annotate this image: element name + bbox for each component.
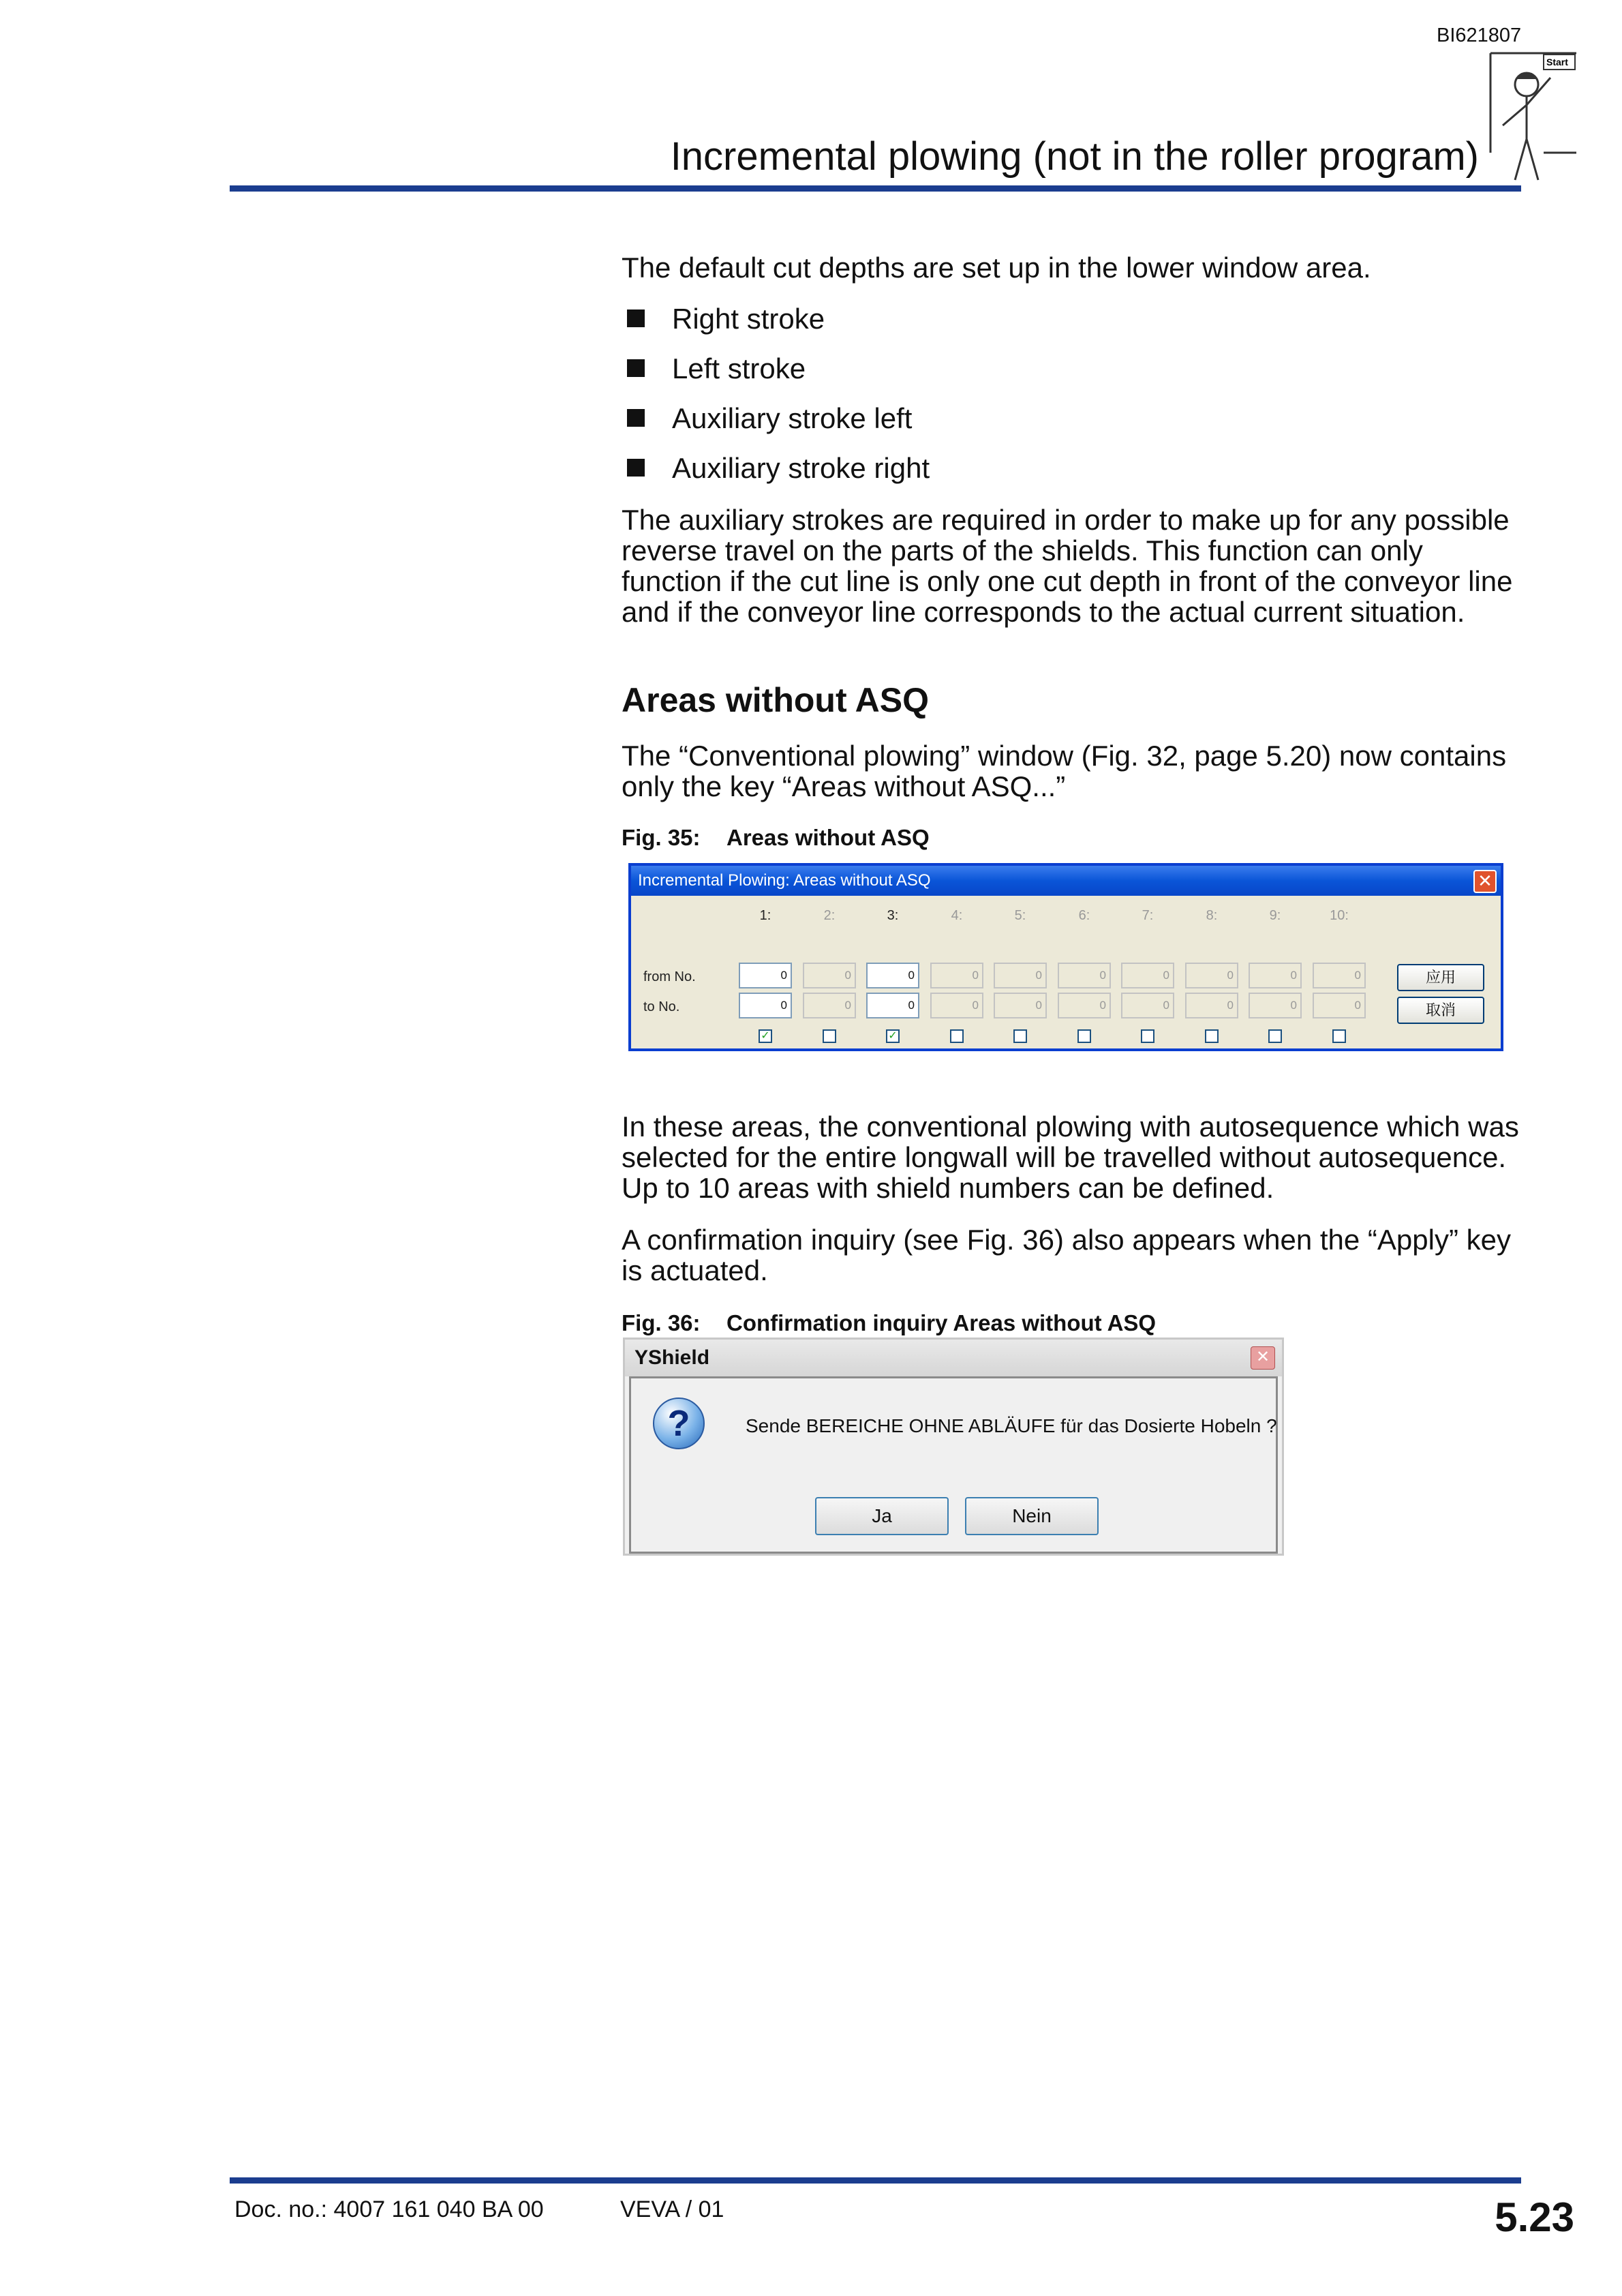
to-no-field[interactable]: 0	[930, 993, 983, 1018]
from-no-field[interactable]: 0	[1249, 963, 1302, 988]
window-body	[631, 896, 1501, 1048]
footer-rule	[230, 2177, 1521, 2184]
column-header: 4:	[951, 908, 963, 923]
close-icon[interactable]: ✕	[1473, 870, 1497, 893]
confirmation-dialog	[623, 1338, 1284, 1556]
figure-title: Confirmation inquiry Areas without ASQ	[726, 1310, 1157, 1335]
window-titlebar	[631, 866, 1501, 896]
window-title: Incremental Plowing: Areas without ASQ	[638, 871, 931, 890]
page-title: Incremental plowing (not in the roller program)	[670, 134, 1479, 179]
to-no-field[interactable]: 0	[1058, 993, 1111, 1018]
start-figure-icon	[1489, 50, 1578, 187]
footer-version: VEVA / 01	[620, 2196, 724, 2222]
dialog-title: YShield	[634, 1346, 710, 1369]
area-checkbox[interactable]	[1141, 1029, 1154, 1043]
from-no-field[interactable]: 0	[866, 963, 919, 988]
from-no-field[interactable]: 0	[994, 963, 1047, 988]
document-code: BI621807	[1437, 25, 1522, 46]
close-icon[interactable]: ✕	[1251, 1346, 1275, 1370]
yes-button[interactable]: Ja	[815, 1497, 949, 1535]
area-checkbox[interactable]	[1205, 1029, 1219, 1043]
area-checkbox[interactable]	[950, 1029, 964, 1043]
figure-number: Fig. 36:	[622, 1310, 701, 1335]
column-header: 2:	[823, 908, 836, 923]
stroke-list	[622, 301, 1521, 500]
figure-number: Fig. 35:	[622, 825, 701, 850]
no-button[interactable]: Nein	[965, 1497, 1099, 1535]
column-header: 9:	[1269, 908, 1281, 923]
area-checkbox[interactable]	[823, 1029, 836, 1043]
column-header: 10:	[1330, 908, 1349, 923]
column-header: 1:	[759, 908, 771, 923]
area-checkbox[interactable]: ✓	[886, 1029, 900, 1043]
conventional-plowing-paragraph: The “Conventional plowing” window (Fig. 32, page 5.20) now contains only the key “Areas without ASQ...”	[622, 740, 1507, 802]
header-rule	[230, 185, 1521, 192]
area-checkbox[interactable]	[1268, 1029, 1282, 1043]
to-no-label: to No.	[643, 999, 680, 1014]
from-no-field[interactable]: 0	[1313, 963, 1366, 988]
column-header: 3:	[887, 908, 899, 923]
intro-text: The default cut depths are set up in the lower window area.	[622, 252, 1371, 284]
figure-35-caption	[622, 825, 930, 851]
from-no-field[interactable]: 0	[1185, 963, 1238, 988]
to-no-field[interactable]: 0	[866, 993, 919, 1018]
figure-36-caption	[622, 1310, 1156, 1336]
list-item: Auxiliary stroke right	[622, 451, 1521, 500]
area-checkbox[interactable]: ✓	[759, 1029, 772, 1043]
figure-title: Areas without ASQ	[726, 825, 930, 850]
from-no-field[interactable]: 0	[803, 963, 856, 988]
to-no-field[interactable]: 0	[1249, 993, 1302, 1018]
area-checkbox[interactable]	[1077, 1029, 1091, 1043]
apply-button[interactable]: 应用	[1397, 964, 1484, 991]
from-no-field[interactable]: 0	[1121, 963, 1174, 988]
areas-without-asq-window	[628, 863, 1503, 1051]
column-header: 6:	[1078, 908, 1090, 923]
from-no-field[interactable]: 0	[930, 963, 983, 988]
auxiliary-strokes-paragraph: The auxiliary strokes are required in order to make up for any possible reverse travel on the parts of the shields. This function can only function if the cut line is only one cut depth in front of the conveyor line and if the conveyor line corresponds to the actual current situation.	[622, 504, 1513, 628]
column-header: 7:	[1142, 908, 1154, 923]
section-heading: Areas without ASQ	[622, 681, 929, 719]
dialog-message: Sende BEREICHE OHNE ABLÄUFE für das Dosierte Hobeln ?	[746, 1415, 1277, 1436]
footer-doc-number: Doc. no.: 4007 161 040 BA 00	[234, 2196, 544, 2222]
list-item: Auxiliary stroke left	[622, 401, 1521, 451]
column-header: 8:	[1206, 908, 1218, 923]
from-no-label: from No.	[643, 969, 696, 984]
to-no-field[interactable]: 0	[1185, 993, 1238, 1018]
confirmation-paragraph: A confirmation inquiry (see Fig. 36) also appears when the “Apply” key is actuated.	[622, 1224, 1511, 1286]
cancel-button[interactable]: 取消	[1397, 997, 1484, 1024]
area-checkbox[interactable]	[1332, 1029, 1346, 1043]
from-no-field[interactable]: 0	[739, 963, 792, 988]
area-checkbox[interactable]	[1013, 1029, 1027, 1043]
to-no-field[interactable]: 0	[1121, 993, 1174, 1018]
list-item: Right stroke	[622, 301, 1521, 351]
to-no-field[interactable]: 0	[803, 993, 856, 1018]
list-item: Left stroke	[622, 351, 1521, 401]
dialog-body	[629, 1376, 1278, 1554]
start-label: Start	[1546, 57, 1568, 67]
to-no-field[interactable]: 0	[1313, 993, 1366, 1018]
page-number: 5.23	[1495, 2194, 1574, 2240]
areas-explanation-paragraph: In these areas, the conventional plowing with autosequence which was selected for the entire longwall will be travelled without autosequence. Up to 10 areas with shield numbers can be defined.	[622, 1111, 1519, 1204]
from-no-field[interactable]: 0	[1058, 963, 1111, 988]
to-no-field[interactable]: 0	[739, 993, 792, 1018]
dialog-titlebar	[625, 1340, 1282, 1376]
column-header: 5:	[1014, 908, 1026, 923]
to-no-field[interactable]: 0	[994, 993, 1047, 1018]
question-icon: ?	[653, 1398, 705, 1449]
